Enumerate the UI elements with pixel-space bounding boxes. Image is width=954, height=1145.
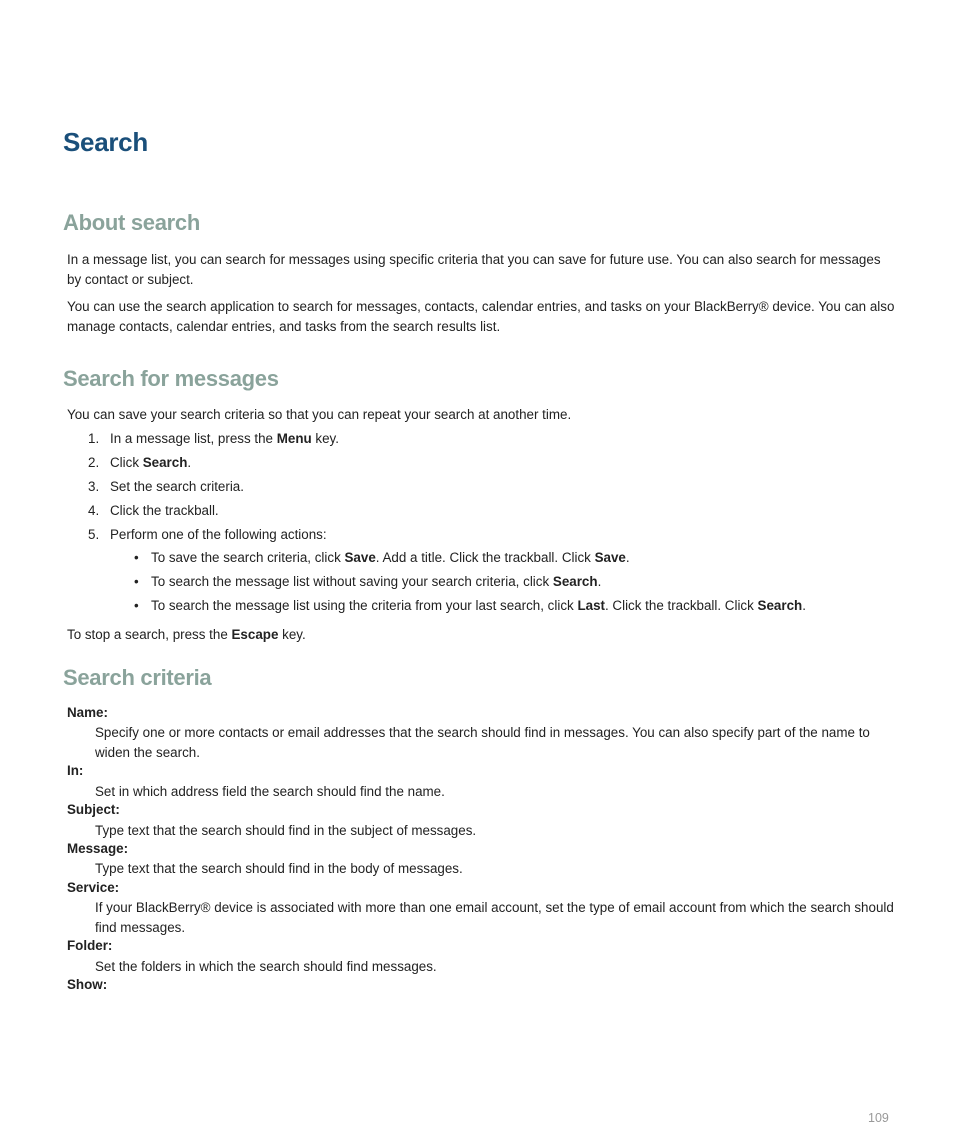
step-number: 1. [88,431,100,446]
bullet-icon: • [134,574,139,589]
step-number: 2. [88,455,100,470]
stop-text: To stop a search, press the [67,627,232,642]
criteria-def-name: Specify one or more contacts or email addresses that the search should find in messages. You can also specify part of the name to widen the search. [95,725,870,760]
bullet-text-end: . [597,574,602,589]
step-text: In a message list, press the [110,431,277,446]
criteria-def-subject: Type text that the search should find in the subject of messages. [95,823,477,838]
criteria-term-service: Service: [67,880,120,895]
step-number: 5. [88,527,100,542]
about-paragraph-2: You can use the search application to search for messages, contacts, calendar entries, and tasks on your BlackBerry® device. You can also manage contacts, calendar entries, and tasks from the search results list. [67,299,895,334]
criteria-def-folder: Set the folders in which the search should find messages. [95,959,437,974]
step-text: Set the search criteria. [110,479,244,494]
step-text: Click the trackball. [110,503,219,518]
step-number: 4. [88,503,100,518]
bullet-item [134,547,894,571]
step-text: Click [110,455,143,470]
bullet-keyword: Save [594,550,626,565]
page-title: Search [63,127,148,157]
bullet-text: . Click the trackball. Click [604,598,758,613]
step-keyword: Menu [276,431,312,446]
criteria-def-service: If your BlackBerry® device is associated with more than one email account, set the type of email account from which the search should find messages. [95,900,894,935]
step-item [88,500,868,524]
bullet-text-end: . [625,550,630,565]
steps-list [88,428,868,548]
bullet-item [134,571,894,595]
criteria-term-message: Message: [67,841,129,856]
step-text-end: key. [311,431,339,446]
bullet-keyword: Last [577,598,605,613]
bullet-keyword: Search [757,598,803,613]
criteria-term-name: Name: [67,705,108,720]
section-heading-about-search: About search [63,210,200,235]
step-number: 3. [88,479,100,494]
section-heading-search-criteria: Search criteria [63,665,212,690]
step-text: Perform one of the following actions: [110,527,327,542]
bullet-keyword: Save [344,550,376,565]
step-item [88,524,868,548]
stop-text-end: key. [278,627,306,642]
criteria-def-in: Set in which address field the search should find the name. [95,784,445,799]
step-keyword: Search [142,455,188,470]
search-intro: You can save your search criteria so that you can repeat your search at another time. [67,407,572,422]
about-paragraph-1: In a message list, you can search for messages using specific criteria that you can save for future use. You can also search for messages by contact or subject. [67,252,881,287]
page-number: 109 [868,1111,889,1125]
criteria-term-subject: Subject: [67,802,120,817]
criteria-term-in: In: [67,763,84,778]
criteria-def-message: Type text that the search should find in the body of messages. [95,861,463,876]
bullet-text: To search the message list without saving your search criteria, click [151,574,553,589]
step-item [88,428,868,452]
bullet-icon: • [134,550,139,565]
criteria-term-show: Show: [67,977,108,992]
bullet-text: To search the message list using the criteria from your last search, click [151,598,578,613]
action-bullet-list [134,547,894,619]
bullet-text: To save the search criteria, click [151,550,345,565]
stop-search-note [67,625,897,645]
criteria-term-folder: Folder: [67,938,113,953]
stop-keyword: Escape [231,627,279,642]
step-text-end: . [187,455,192,470]
section-heading-search-for-messages: Search for messages [63,366,279,391]
bullet-item [134,595,894,619]
step-item [88,452,868,476]
bullet-text: . Add a title. Click the trackball. Click [375,550,595,565]
step-item [88,476,868,500]
bullet-icon: • [134,598,139,613]
bullet-keyword: Search [552,574,598,589]
bullet-text-end: . [802,598,806,613]
